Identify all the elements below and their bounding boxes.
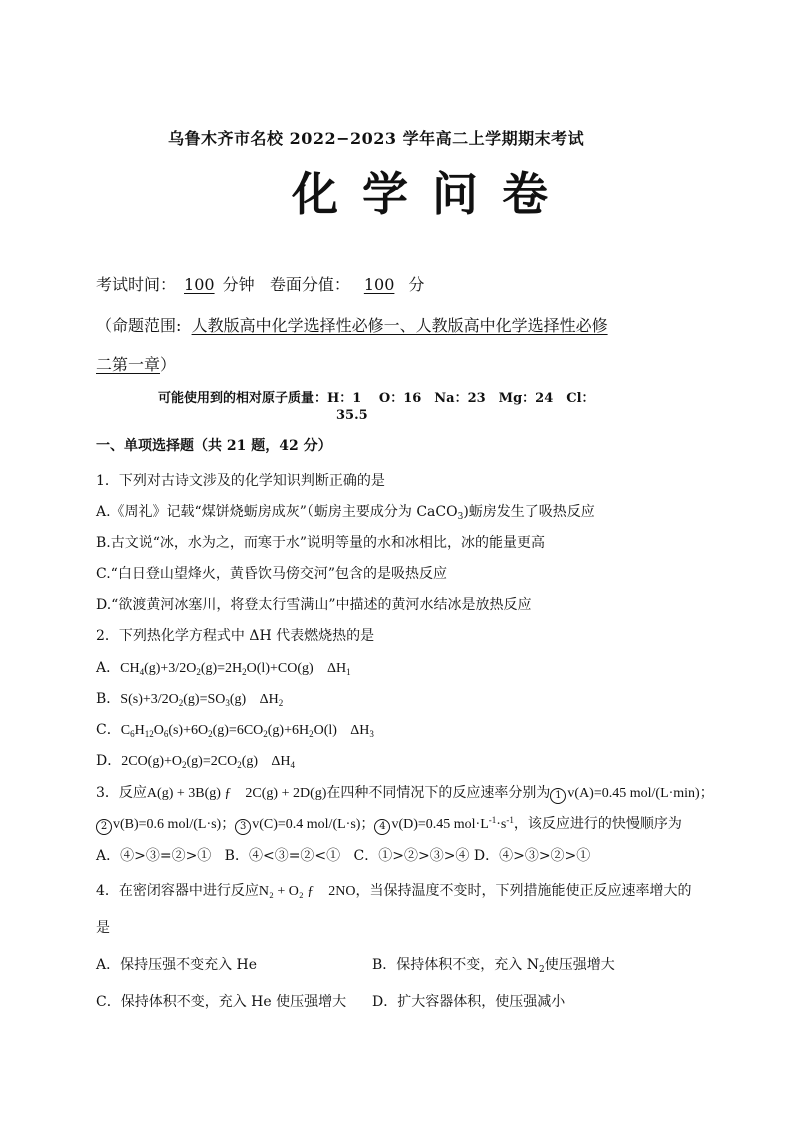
q4-option-b-post: 使压强增大 — [544, 957, 615, 973]
rate-2-marker: 2 — [96, 819, 112, 835]
q3-option-d: D．④>③>②>① — [473, 848, 591, 864]
rate-2: v(B)=0.6 mol/(L·s)； — [113, 817, 236, 832]
time-label: 考试时间： — [96, 275, 177, 294]
q1-number: 1． — [96, 473, 119, 489]
q2-option-c — [96, 719, 374, 739]
atomic-mass-label: 可能使用到的相对原子质量： — [158, 391, 328, 406]
rate-4-sup-2: -1 — [506, 815, 514, 825]
q3-option-c: C．①>②>③>④ — [353, 848, 470, 864]
q4-stem-line-2: 是 — [96, 920, 110, 936]
q2-text: 下列热化学方程式中 ΔH 代表燃烧热的是 — [118, 628, 375, 644]
q2-option-c-equation: $C_6H_{12}O_6(s)+6O_2(g)=6CO_2(g)+6H_2O(l)$ — [120, 723, 337, 739]
q2-option-a — [96, 657, 351, 677]
rate-4-marker: 4 — [374, 819, 390, 835]
rate-4-sup-1: -1 — [488, 815, 497, 825]
exam-info-line — [96, 272, 424, 295]
rate-3: v(C)=0.4 mol/(L·s)； — [252, 817, 375, 832]
q2-option-d-label: D． — [96, 753, 122, 769]
q2-option-b-dh — [260, 692, 284, 707]
q2-option-a-label: A． — [96, 660, 121, 676]
q4-stem-pre: 在密闭容器中进行反应 — [118, 883, 259, 899]
q2-option-a-dh — [327, 661, 351, 676]
q1-option-d: D.“欲渡黄河冰塞川，将登太行雪满山”中描述的黄河水结冰是放热反应 — [96, 597, 532, 613]
scope-suffix: ） — [160, 355, 177, 374]
q1-option-b: B.古文说“冰，水为之，而寒于水”说明等量的水和冰相比，冰的能量更高 — [96, 535, 546, 551]
q2-option-d-dh — [271, 754, 295, 769]
score-unit: 分 — [408, 275, 425, 294]
q1-stem — [96, 470, 385, 490]
q4-option-d: D．扩大容器体积，使压强减小 — [372, 994, 566, 1010]
q3-stem-line-1 — [96, 782, 714, 804]
q3-stem-mid: 在四种不同情况下的反应速率分别为 — [326, 785, 551, 801]
q1-option-a-sub: 3 — [457, 512, 464, 522]
q3-option-a: A．④>③=②>① — [96, 848, 212, 864]
q3-reaction: A(g) + 3B(g) ƒ 2C(g) + 2D(g) — [146, 786, 327, 801]
scope-prefix: （命题范围: — [96, 316, 182, 335]
q1-option-a-text: A.《周礼》记载“煤饼烧蛎房成灰”（蛎房主要成分为 CaCO — [96, 504, 458, 520]
q2-option-d — [96, 750, 295, 770]
q1-option-a-post: )蛎房发生了吸热反应 — [463, 504, 595, 520]
rate-1: v(A)=0.45 mol/(L·min)； — [567, 786, 714, 801]
q2-option-a-dh-sub: 1 — [346, 667, 351, 677]
q4-option-a: A．保持压强不变充入 He — [96, 957, 258, 973]
q3-options — [96, 845, 590, 865]
q2-option-a-dh-symbol: ΔH — [327, 661, 347, 676]
q4-option-b — [372, 954, 615, 975]
q2-option-b — [96, 688, 283, 708]
q3-stem-line-2 — [96, 813, 682, 835]
scope-text-2: 二第一章 — [96, 355, 161, 374]
scope-text-1: 人教版高中化学选择性必修一、人教版高中化学选择性必修 — [191, 316, 608, 335]
q3-option-b: B．④<③=②<① — [224, 848, 341, 864]
rate-4 — [391, 817, 513, 832]
q1-text: 下列对古诗文涉及的化学知识判断正确的是 — [118, 473, 385, 489]
q4-option-b-sub: 2 — [539, 965, 545, 975]
score-label: 卷面分值： — [269, 275, 350, 294]
q2-option-a-equation: $CH_4(g)+3/2O_2(g)=2H_2O(l)+CO(g)$ — [120, 661, 314, 677]
exam-title: 化 学 问 卷 — [292, 167, 553, 221]
q4-stem-post: ，当保持温度不变时，下列措施能使正反应速率增大的 — [355, 883, 692, 899]
q2-stem — [96, 625, 374, 645]
atomic-mass-values: H：1 O：16 Na：23 Mg：24 Cl： — [327, 391, 595, 406]
atomic-mass-line-2: 35.5 — [336, 408, 368, 423]
rate-4-mid: ·s — [496, 817, 507, 832]
q4-stem-line-1 — [96, 880, 692, 900]
q2-option-d-equation: $2CO(g)+O_2(g)=2CO_2(g)$ — [121, 754, 259, 770]
q4-option-b-text: B．保持体积不变，充入 N — [372, 957, 539, 973]
section-title: 一、单项选择题（共 21 题，42 分） — [96, 438, 332, 454]
q2-option-b-dh-sub: 2 — [278, 698, 284, 708]
atomic-mass-line-1 — [158, 387, 595, 406]
q2-option-c-dh — [350, 723, 374, 738]
q2-option-d-dh-symbol: ΔH — [271, 754, 291, 769]
scope-line-2 — [96, 352, 176, 375]
score-value: 100 — [363, 275, 395, 294]
rate-3-marker: 3 — [235, 819, 251, 835]
q2-option-c-label: C． — [96, 722, 121, 738]
q2-number: 2． — [96, 628, 119, 644]
q2-option-b-dh-symbol: ΔH — [259, 692, 279, 707]
rate-4-text: v(D)=0.45 mol·L — [391, 817, 489, 832]
time-unit: 分钟 — [222, 275, 255, 294]
q2-option-b-equation: $S(s)+3/2O_2(g)=SO_3(g)$ — [120, 692, 247, 708]
q2-option-c-dh-symbol: ΔH — [350, 723, 370, 738]
q2-option-c-dh-sub: 3 — [369, 729, 374, 739]
rate-1-marker: 1 — [550, 788, 566, 804]
q4-number: 4． — [96, 883, 119, 899]
school-line: 乌鲁木齐市名校 2022−2023 学年高二上学期期末考试 — [168, 129, 585, 148]
q4-option-c: C．保持体积不变，充入 He 使压强增大 — [96, 994, 347, 1010]
q3-number: 3． — [96, 785, 119, 801]
time-value: 100 — [184, 275, 215, 294]
q2-option-b-label: B． — [96, 691, 121, 707]
q1-option-a — [96, 501, 595, 522]
q3-stem-post: ，该反应进行的快慢顺序为 — [513, 816, 682, 832]
q4-reaction: N₂ + O₂ ƒ 2NO — [258, 884, 356, 899]
q3-stem-pre: 反应 — [118, 785, 147, 801]
q2-option-d-dh-sub: 4 — [290, 760, 295, 770]
q1-option-c: C.“白日登山望烽火，黄昏饮马傍交河”包含的是吸热反应 — [96, 566, 447, 582]
scope-line-1 — [96, 313, 608, 336]
